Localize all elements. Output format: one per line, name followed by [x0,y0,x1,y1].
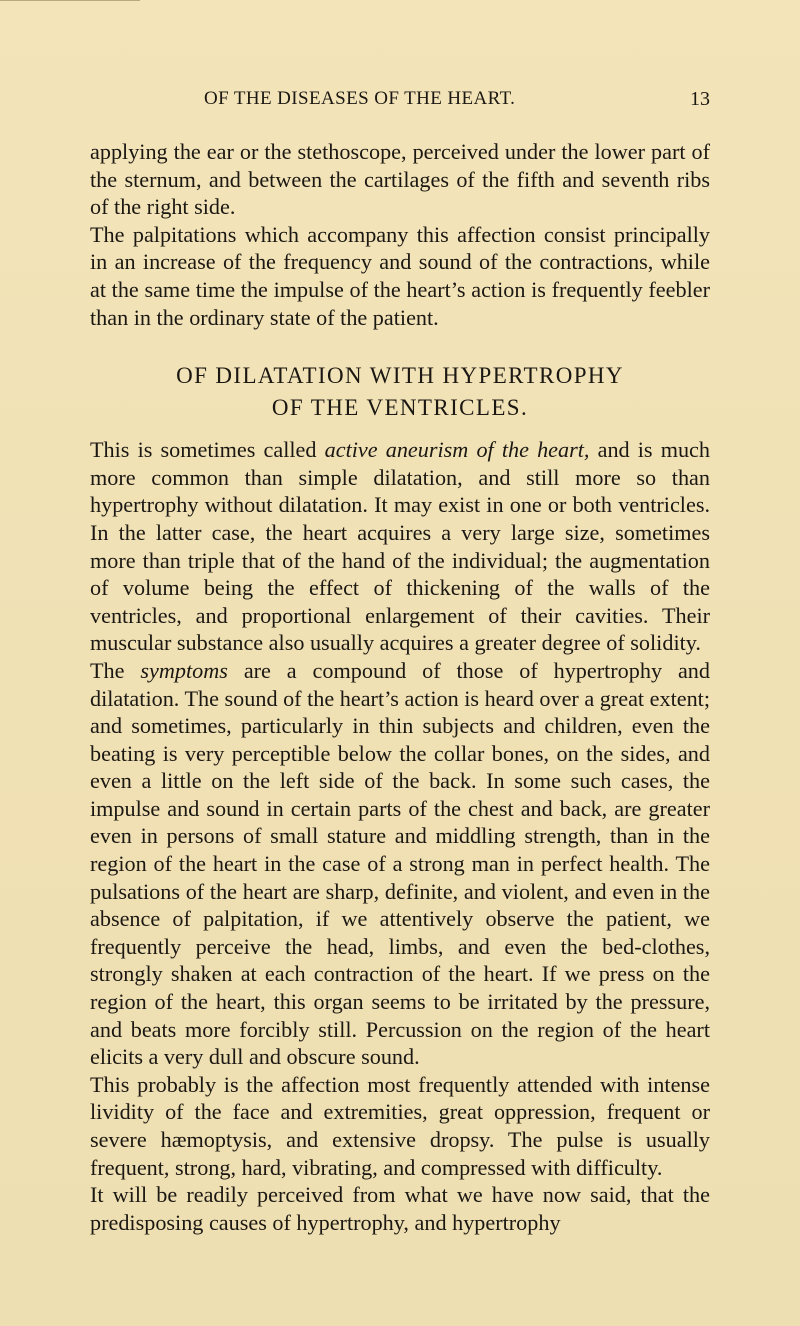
paragraph-definition-start: This is sometimes called [90,437,325,463]
paragraph-causes: It will be readily perceived from what we have now said, that the predisposing causes of hypertrophy, and hypertrophy [90,1182,710,1235]
page-number: 13 [690,88,710,110]
section-heading-line-2: OF THE VENTRICLES. [271,395,529,421]
paragraph-symptoms-end: are a compound of those of hypertrophy and dilatation. The sound of the heart’s action is heard over a great extent; and sometimes, particularly in thin subjects and children, even the beating is very perceptible below the collar bones, on the sides, and even a little on the left side of the back. In some such cases, the impulse and sound in certain parts of the chest and back, are greater even in persons of small stature and middling strength, than in the region of the heart in the case of a strong man in perfect health. The pulsations of the heart are sharp, definite, and violent, and even in the absence of palpitation, if we attentively observe the patient, we frequently perceive the head, limbs, and even the bed-clothes, strongly shaken at each contraction of the heart. If we press on the region of the heart, this organ seems to be irritated by the pressure, and beats more forcibly still. Percussion on the region of the heart elicits a very dull and obscure sound. [90,657,711,1070]
section-heading [90,360,710,424]
paragraph-continued: applying the ear or the stethoscope, perceived under the lower part of the sternum, and between the cartilages of the fifth and seventh ribs of the right side. [90,139,710,220]
paragraph-definition [90,436,710,657]
page-edge-rule [0,0,140,1]
active-aneurism-term: active aneurism of the heart, [324,437,590,463]
paragraph-symptoms [90,657,710,1071]
paragraph-lividity: This probably is the affection most frequently attended with intense lividity of the face and extremities, great oppression, frequent or severe hæmoptysis, and extensive dropsy. The pulse is usually frequent, strong, hard, vibrating, and compressed with difficulty. [90,1071,710,1180]
body-text [90,138,710,1236]
running-title: OF THE DISEASES OF THE HEART. [204,88,516,109]
paragraph-symptoms-start: The [90,657,141,683]
paragraph-palpitations: The palpitations which accompany this affection consist principally in an increase of the frequency and sound of the contractions, while at the same time the impulse of the heart’s action is frequently feebler than in the ordinary state of the patient. [90,221,710,330]
running-head [0,88,800,118]
symptoms-term: symptoms [140,657,228,683]
section-heading-line-1: OF DILATATION WITH HYPERTROPHY [176,363,624,389]
paragraph-definition-end: and is much more common than simple dilatation, and still more so than hypertrophy without dilatation. It may exist in one or both ventricles. In the latter case, the heart acquires a very large size, sometimes more than triple that of the hand of the individual; the augmentation of volume being the effect of thickening of the walls of the ventricles, and proportional enlargement of their cavities. Their muscular substance also usually acquires a greater degree of solidity. [90,437,710,656]
